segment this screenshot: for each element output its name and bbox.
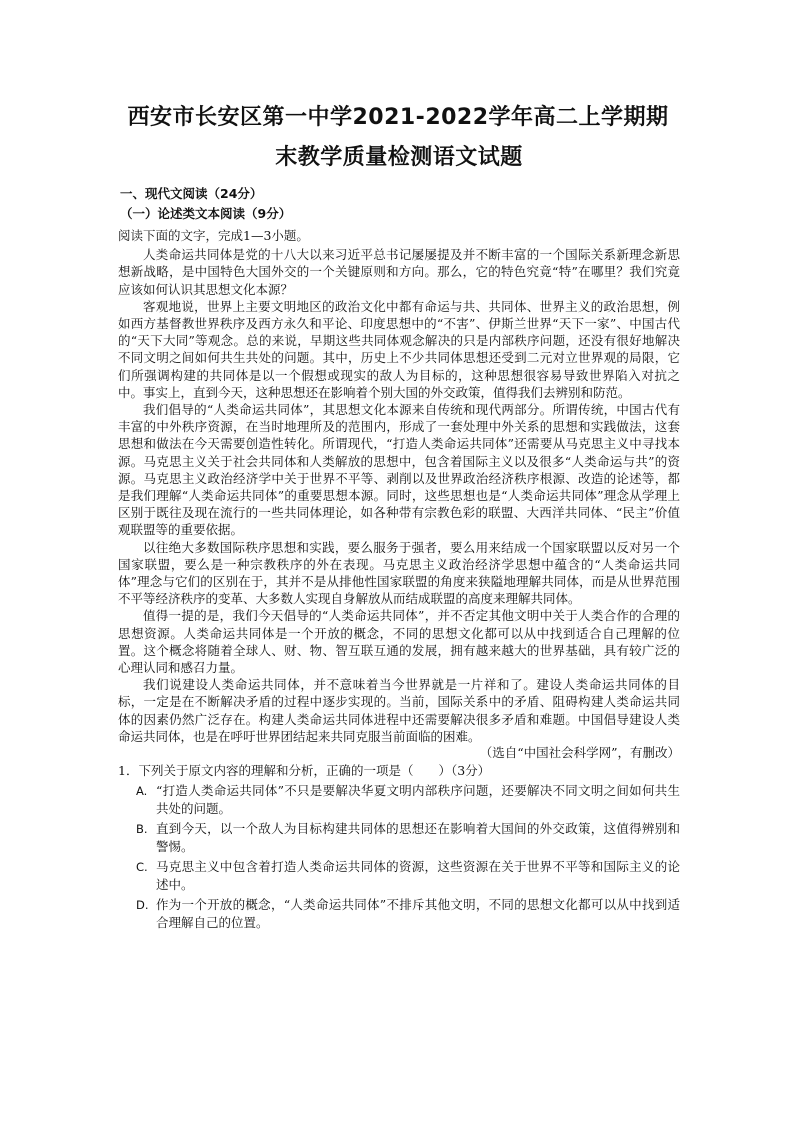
section-heading: 一、现代文阅读（24分） bbox=[120, 186, 263, 201]
option-key: D. bbox=[136, 898, 149, 913]
paragraph-2: 客观地说，世界上主要文明地区的政治文化中都有命运与共、共同体、世界主义的政治思想，例如西方基督教世界秩序及西方永久和平论、印度思想中的“不害”、伊斯兰世界“天下一家”、中国古代的“天下大同”等观念。总的来说，早期这些共同体观念解决的只是内部秩序问题，还没有很好地解决不同文明之间如何共生共处的问题。其中，历史上不少共同体思想还受到二元对立世界观的局限，它们所强调构建的共同体是以一个假想或现实的敌人为目标的，这种思想很容易导致世界陷入对抗之中。事实上，直到今天，这种思想还在影响着个别大国的外交政策，值得我们去辨别和防范。 bbox=[118, 298, 680, 400]
subsection-heading: （一）论述类文本阅读（9分） bbox=[120, 206, 292, 221]
option-text: 马克思主义中包含着打造人类命运共同体的资源，这些资源在关于世界不平等和国际主义的论述中。 bbox=[156, 859, 680, 893]
reading-instruction: 阅读下面的文字，完成1—3小题。 bbox=[118, 228, 309, 243]
paragraph-6: 我们说建设人类命运共同体，并不意味着当今世界就是一片祥和了。建设人类命运共同体的目标，一定是在不断解决矛盾的过程中逐步实现的。当前，国际关系中的矛盾、阻碍构建人类命运共同体的因素仍然广泛存在。构建人类命运共同体进程中还需要解决很多矛盾和难题。中国倡导建设人类命运共同体，也是在呼吁世界团结起来共同克服当前面临的困难。 bbox=[118, 677, 680, 744]
paragraph-1: 人类命运共同体是党的十八大以来习近平总书记屡屡提及并不断丰富的一个国际关系新理念新思想新战略，是中国特色大国外交的一个关键原则和方向。那么，它的特色究竟“特”在哪里？我们究竟应该如何认识其思想文化本源？ bbox=[118, 247, 680, 297]
option-text: “打造人类命运共同体”不只是要解决华夏文明内部秩序问题，还要解决不同文明之间如何共生共处的问题。 bbox=[156, 783, 680, 817]
question-1-stem: 1．下列关于原文内容的理解和分析，正确的一项是（ ）（3分） bbox=[118, 763, 491, 779]
source-citation: （选自“中国社会科学网”，有删改） bbox=[479, 745, 680, 761]
title-line-1: 西安市长安区第一中学2021-2022学年高二上学期期 bbox=[127, 105, 669, 130]
title-line-2: 末教学质量检测语文试题 bbox=[275, 145, 523, 170]
option-text: 直到今天，以一个敌人为目标构建共同体的思想还在影响着大国间的外交政策，这值得辨别和警惕。 bbox=[156, 821, 680, 855]
option-d[interactable] bbox=[136, 896, 680, 932]
exam-page bbox=[118, 98, 680, 932]
paragraph-5: 值得一提的是，我们今天倡导的“人类命运共同体”，并不否定其他文明中关于人类合作的合理的思想资源。人类命运共同体是一个开放的概念，不同的思想文化都可以从中找到适合自己理解的位置。这个概念将随着全球人、财、物、智互联互通的发展，拥有越来越大的世界基础，具有较广泛的心理认同和感召力量。 bbox=[118, 608, 680, 676]
paragraph-4: 以往绝大多数国际秩序思想和实践，要么服务于强者，要么用来结成一个国家联盟以反对另一个国家联盟，要么是一种宗教秩序的外在表现。马克思主义政治经济学思想中蕴含的“人类命运共同体”理念与它们的区别在于，其并不是从排他性国家联盟的角度来狭隘地理解共同体，而是从世界范围不平等经济秩序的变革、大多数人实现自身解放从而结成联盟的高度来理解共同体。 bbox=[118, 539, 680, 607]
exam-title bbox=[118, 98, 680, 178]
option-a[interactable] bbox=[136, 782, 680, 818]
paragraph-3: 我们倡导的“人类命运共同体”，其思想文化本源来自传统和现代两部分。所谓传统，中国古代有丰富的中外秩序资源，在当时地理所及的范围内，形成了一套处理中外关系的思想和实践做法，这套思想和做法在今天需要创造性转化。所谓现代，“打造人类命运共同体”还需要从马克思主义中寻找本源。马克思主义关于社会共同体和人类解放的思想中，包含着国际主义以及很多“人类命运与共”的资源。马克思主义政治经济学中关于世界不平等、剥削以及世界政治经济秩序根源、改造的论述等，都是我们理解“人类命运共同体”的重要思想本源。同时，这些思想也是“人类命运共同体”理念从学理上区别于既往及现在流行的一些共同体理论，如各种带有宗教色彩的联盟、大西洋共同体、“民主”价值观联盟等的重要依据。 bbox=[118, 402, 680, 538]
question-1-options bbox=[136, 782, 680, 932]
option-key: A. bbox=[136, 784, 148, 799]
option-key: C. bbox=[136, 860, 148, 875]
option-key: B. bbox=[136, 822, 148, 837]
option-c[interactable] bbox=[136, 858, 680, 894]
option-text: 作为一个开放的概念，“人类命运共同体”不排斥其他文明，不同的思想文化都可以从中找到适合理解自己的位置。 bbox=[156, 897, 680, 931]
option-b[interactable] bbox=[136, 820, 680, 856]
